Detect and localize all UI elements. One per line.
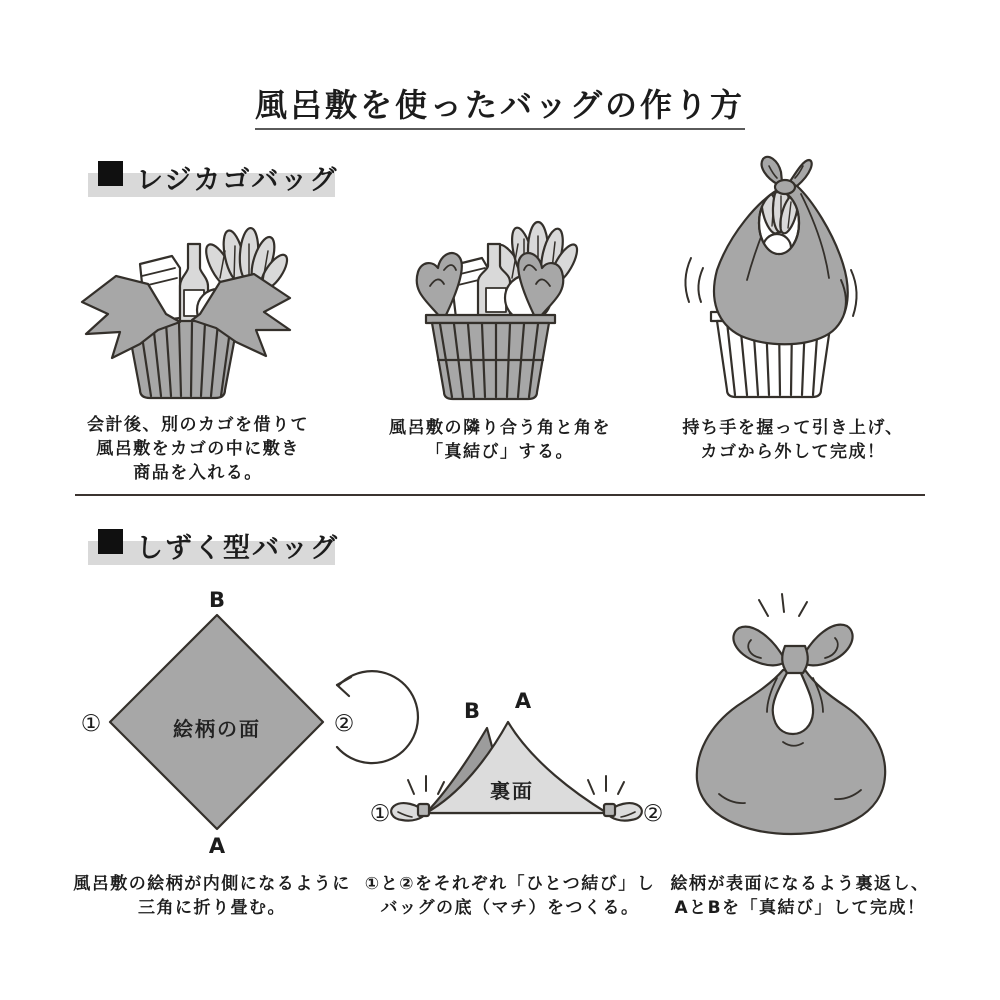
corner-label-1: ① [369, 801, 391, 827]
corner-label-b: B [463, 699, 481, 723]
page-title: 風呂敷を使ったバッグの作り方 [254, 86, 745, 124]
section-header-regikago [88, 160, 388, 202]
black-square-bullet [98, 161, 123, 186]
section-header-shizuku [88, 528, 388, 570]
caption-line: 三角に折り畳む。 [138, 898, 286, 918]
back-side-label: 裏面 [490, 779, 534, 803]
caption-line: 風呂敷をカゴの中に敷き [96, 439, 300, 459]
sparkle-lines [759, 594, 807, 616]
caption-line: 持ち手を握って引き上げ、 [682, 418, 904, 438]
emphasis-marks-left [408, 776, 444, 794]
corner-label-a: A [208, 834, 226, 858]
illustration-basket-lined [68, 218, 328, 412]
corner-label-2: ② [642, 801, 664, 827]
section-divider [75, 494, 925, 496]
illustration-bag-lifted [675, 150, 915, 412]
caption-line: カゴから外して完成！ [700, 442, 886, 462]
caption-line: 絵柄が表面になるよう裏返し、 [670, 874, 930, 894]
caption-step1 [48, 413, 348, 485]
black-square-bullet [98, 529, 123, 554]
caption-line: ①と②をそれぞれ「ひとつ結び」し [364, 874, 656, 894]
caption-step5 [360, 872, 660, 920]
emphasis-marks-right [588, 776, 624, 794]
caption-line: 「真結び」する。 [426, 442, 574, 462]
caption-step2 [350, 416, 650, 464]
caption-line: 商品を入れる。 [133, 463, 263, 483]
pattern-side-label: 絵柄の面 [173, 717, 261, 741]
illustration-basket-tied [388, 214, 613, 410]
caption-step3 [643, 416, 943, 464]
bow-knot [733, 625, 852, 673]
bag-body [697, 670, 885, 834]
caption-step6 [650, 872, 950, 920]
basket [426, 315, 555, 399]
title-underline [255, 128, 745, 130]
caption-step4 [62, 872, 362, 920]
caption-line: バッグの底（マチ）をつくる。 [380, 898, 640, 918]
corner-label-1: ① [80, 711, 102, 737]
section-heading: しずく型バッグ [136, 533, 339, 564]
caption-line: 風呂敷の絵柄が内側になるように [73, 874, 351, 894]
caption-line: AとBを「真結び」して完成！ [674, 898, 926, 918]
corner-knot-left [391, 803, 429, 820]
corner-label-b: B [208, 588, 226, 612]
illustration-triangle-fold [360, 672, 670, 841]
corner-knot-right [604, 803, 642, 820]
illustration-finished-bag [665, 570, 935, 864]
corner-label-2: ② [333, 711, 355, 737]
furoshiki-bag [714, 157, 848, 344]
caption-line: 風呂敷の隣り合う角と角を [389, 418, 611, 438]
corner-label-a: A [514, 689, 532, 713]
section-heading: レジカゴバッグ [136, 165, 339, 196]
top-knot [762, 157, 812, 194]
caption-line: 会計後、別のカゴを借りて [87, 415, 309, 435]
